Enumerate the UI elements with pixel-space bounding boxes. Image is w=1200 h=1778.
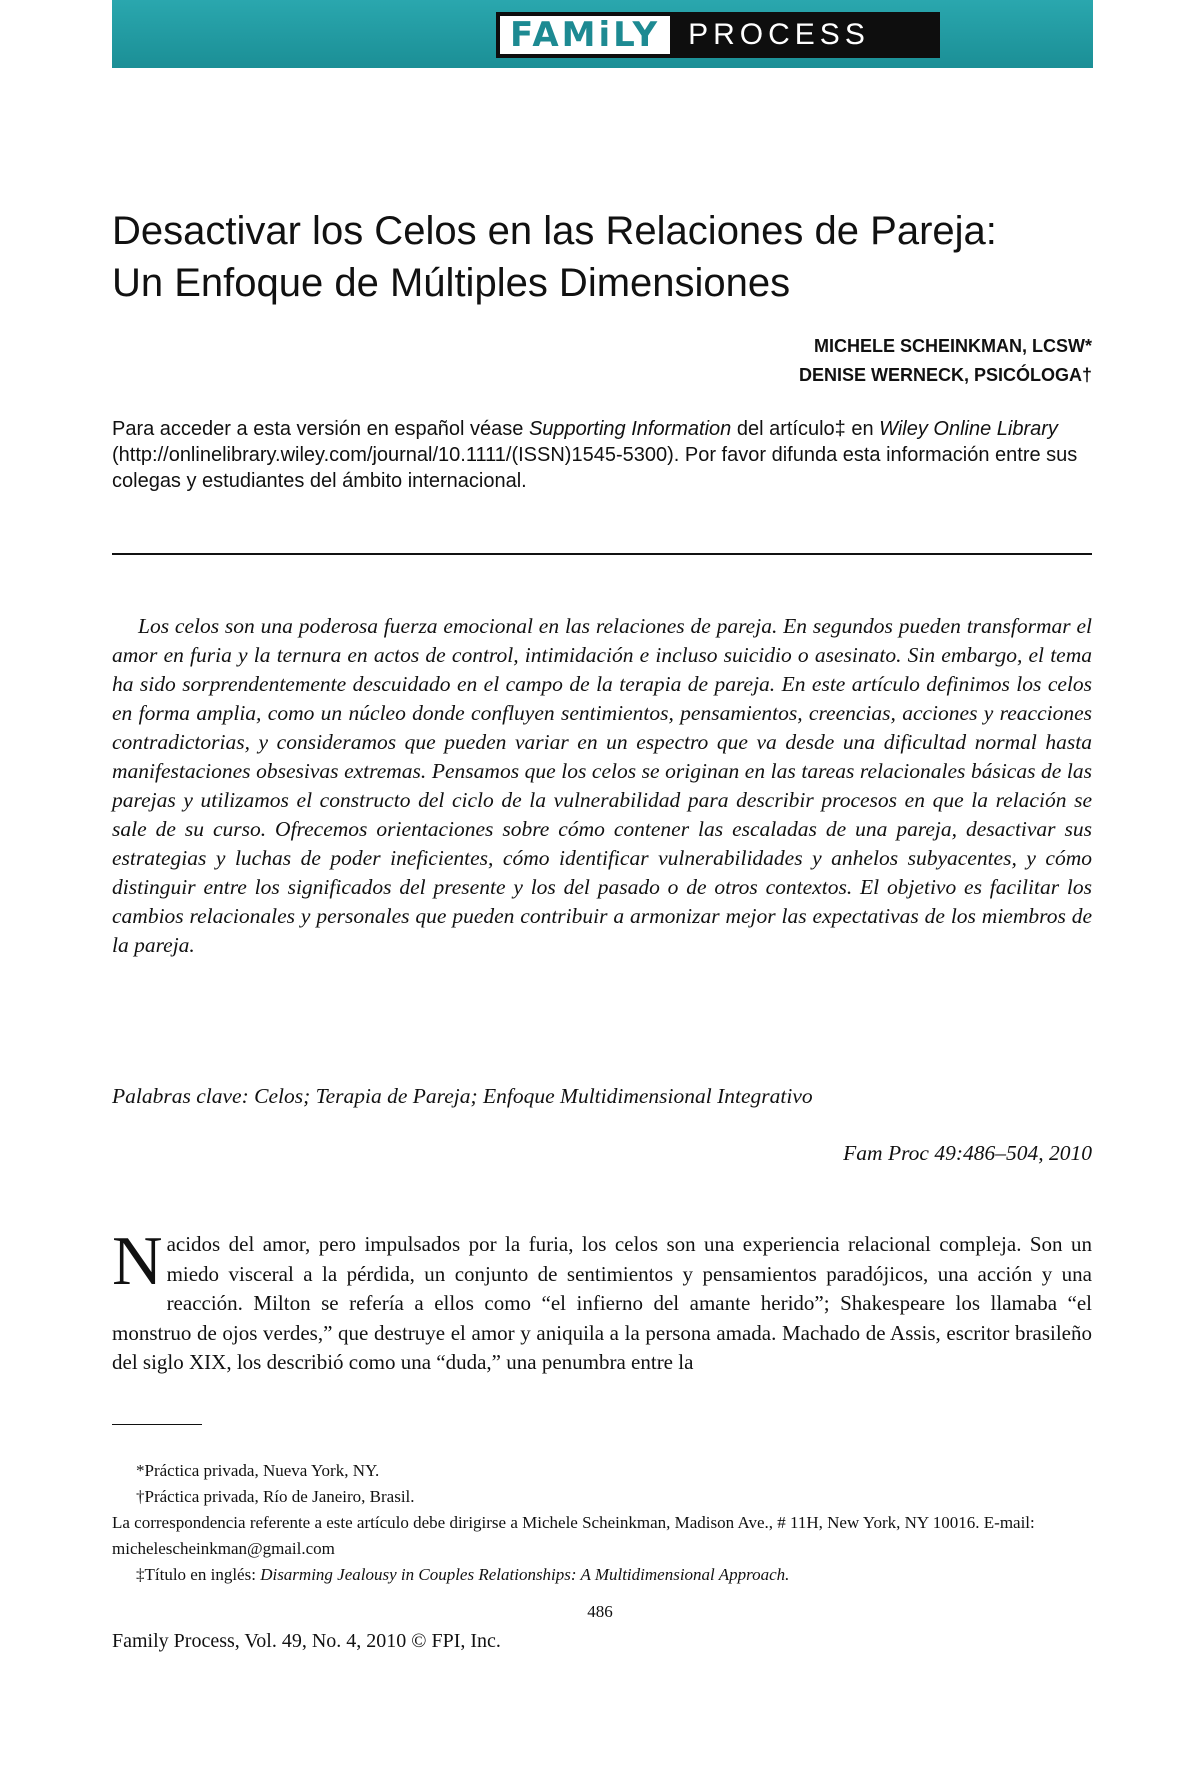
spanish-version-note (112, 416, 1092, 494)
logo-family-text: FAMiLY (500, 16, 670, 54)
supporting-information: Supporting Information (528, 418, 732, 440)
english-title: Disarming Jealousy in Couples Relationships: A Multidimensional Approach. (260, 1565, 790, 1584)
wiley-library: Wiley Online Library (879, 418, 1058, 440)
footnotes (112, 1458, 1092, 1588)
author-2: DENISE WERNECK, PSICÓLOGA† (798, 365, 1092, 385)
access-text-1: Para acceder a esta versión en español véase (112, 418, 529, 440)
footnote-divider (112, 1424, 202, 1425)
body-text: acidos del amor, pero impulsados por la furia, los celos son una experiencia relacional compleja. Son un miedo visceral a la pérdida, un conjunto de sentimientos y pensamientos paradójicos, una acción y una reacción. Milton se refería a ellos como “el infierno del amante herido”; Shakespeare los llamaba “el monstruo de ojos verdes,” que destruye el amor y aniquila a la persona amada. Machado de Assis, escritor brasileño del siglo XIX, los describió como una “duda,” una penumbra entre la (112, 1232, 1092, 1374)
article-title (112, 205, 1092, 309)
section-divider (112, 553, 1092, 555)
author-list (799, 332, 1092, 390)
correspondence-note: La correspondencia referente a este artículo debe dirigirse a Michele Scheinkman, Madison Ave., # 11H, New York, NY 10016. E-mail: michelescheinkman@gmail.com (112, 1513, 1035, 1558)
drop-cap: N (112, 1223, 163, 1300)
citation: Fam Proc 49:486–504, 2010 (843, 1141, 1092, 1165)
title-line-1: Desactivar los Celos en las Relaciones de Pareja: (112, 209, 997, 253)
footnote-3-prefix: ‡Título en inglés: (136, 1565, 261, 1584)
abstract: Los celos son una poderosa fuerza emocional en las relaciones de pareja. En segundos pueden transformar el amor en furia y la ternura en actos de control, intimidación e incluso suicidio o asesinato. Sin embargo, el tema ha sido sorprendentemente descuidado en el campo de la terapia de pareja. En este artículo definimos los celos en forma amplia, como un núcleo donde confluyen sentimientos, pensamientos, creencias, acciones y reacciones contradictorias, y consideramos que pueden variar en un espectro que va desde una dificultad normal hasta manifestaciones obsesivas extremas. Pensamos que los celos se originan en las tareas relacionales básicas de las parejas y utilizamos el constructo del ciclo de la vulnerabilidad para describir procesos en que la relación se sale de su curso. Ofrecemos orientaciones sobre cómo contener las escaladas de una pareja, desactivar sus estrategias y luchas de poder ineficientes, cómo identificar vulnerabilidades y anhelos subyacentes, y cómo distinguir entre los significados del presente y los del pasado o de otros contextos. El objetivo es facilitar los cambios relacionales y personales que pueden contribuir a armonizar mejor las expectativas de los miembros de la pareja. (112, 614, 1092, 957)
footnote-2: †Práctica privada, Río de Janeiro, Brasil. (136, 1487, 415, 1506)
footnote-1: *Práctica privada, Nueva York, NY. (136, 1461, 380, 1480)
author-1: MICHELE SCHEINKMAN, LCSW* (814, 336, 1092, 356)
access-text-3: (http://onlinelibrary.wiley.com/journal/10.1111/(ISSN)1545-5300). Por favor difunda esta información entre sus colegas y estudiantes del ámbito internacional. (112, 444, 1078, 492)
access-text-2: del artículo‡ en (731, 418, 880, 440)
logo-process-text: PROCESS (688, 18, 870, 51)
keywords: Palabras clave: Celos; Terapia de Pareja; Enfoque Multidimensional Integrativo (112, 1084, 813, 1108)
journal-logo (496, 12, 940, 58)
footnote-3 (112, 1562, 1092, 1588)
page-number: 486 (587, 1602, 613, 1621)
journal-footer: Family Process, Vol. 49, No. 4, 2010 © FPI, Inc. (112, 1630, 501, 1652)
journal-banner (112, 0, 1093, 68)
title-line-2: Un Enfoque de Múltiples Dimensiones (112, 261, 791, 305)
body-paragraph (112, 1223, 1092, 1378)
